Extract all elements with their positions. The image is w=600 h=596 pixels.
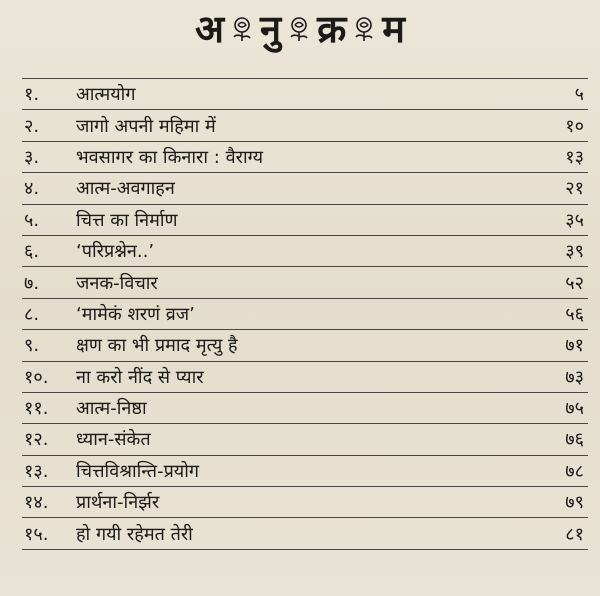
toc-title: ‘मामेकं शरणं व्रज’ — [76, 303, 195, 325]
toc-row — [22, 235, 588, 266]
contents-heading — [0, 4, 600, 54]
toc-title: ना करो नींद से प्यार — [76, 366, 204, 388]
toc-title: हो गयी रहेमत तेरी — [76, 523, 193, 545]
toc-number: ३. — [24, 146, 40, 168]
heading-char: अ — [194, 7, 225, 51]
toc-page: ३९ — [565, 241, 584, 263]
heading-char: नु — [260, 7, 282, 51]
toc-title: ध्यान-संकेत — [76, 429, 151, 451]
toc-title: क्षण का भी प्रमाद मृत्यु है — [76, 335, 238, 357]
toc-title: भवसागर का किनारा : वैराग्य — [76, 146, 264, 168]
toc-title: प्रार्थना-निर्झर — [76, 492, 160, 514]
toc-number: १०. — [24, 366, 49, 388]
toc-row — [22, 361, 588, 392]
toc-page: ७६ — [565, 429, 584, 451]
rose-ornament-icon — [230, 16, 254, 42]
toc-number: ४. — [24, 178, 40, 200]
table-of-contents — [22, 78, 588, 550]
toc-number: २. — [24, 115, 40, 137]
toc-number: ७. — [24, 272, 40, 294]
toc-title: चित्तविश्रान्ति-प्रयोग — [76, 460, 200, 482]
toc-row — [22, 392, 588, 423]
toc-title: जनक-विचार — [76, 272, 158, 294]
toc-row — [22, 517, 588, 549]
toc-title: ‘परिप्रश्नेन..’ — [76, 241, 155, 263]
rose-ornament-icon — [352, 16, 376, 42]
toc-page: ७९ — [565, 492, 584, 514]
toc-title: आत्म-अवगाहन — [76, 178, 175, 200]
toc-row — [22, 298, 588, 329]
toc-row — [22, 455, 588, 486]
toc-title: आत्मयोग — [76, 84, 136, 106]
toc-row — [22, 486, 588, 517]
toc-row — [22, 78, 588, 109]
toc-page: १३ — [565, 146, 584, 168]
rose-ornament-icon — [287, 16, 311, 42]
toc-page: ५ — [574, 84, 584, 106]
toc-row — [22, 423, 588, 454]
toc-row — [22, 204, 588, 235]
toc-row — [22, 329, 588, 360]
toc-page: २१ — [565, 178, 584, 200]
toc-page: ३५ — [565, 209, 584, 231]
toc-number: ६. — [24, 241, 40, 263]
toc-number: ९. — [24, 335, 40, 357]
heading-char: क्र — [317, 7, 347, 51]
toc-title: आत्म-निष्ठा — [76, 398, 147, 420]
toc-page: १० — [565, 115, 584, 137]
toc-page: ५६ — [565, 303, 584, 325]
toc-number: ११. — [24, 398, 49, 420]
toc-page: ७३ — [565, 366, 584, 388]
toc-number: १२. — [24, 429, 49, 451]
toc-number: १४. — [24, 492, 49, 514]
toc-row — [22, 109, 588, 140]
toc-number: १. — [24, 84, 40, 106]
toc-row — [22, 141, 588, 172]
toc-number: ८. — [24, 303, 40, 325]
toc-page: ७८ — [565, 460, 584, 482]
toc-title: चित्त का निर्माण — [76, 209, 178, 231]
toc-page: ७५ — [565, 398, 584, 420]
toc-title: जागो अपनी महिमा में — [76, 115, 216, 137]
heading-char: म — [382, 7, 406, 51]
toc-row — [22, 172, 588, 203]
toc-number: १३. — [24, 460, 49, 482]
toc-number: १५. — [24, 523, 49, 545]
toc-page: ७१ — [565, 335, 584, 357]
toc-number: ५. — [24, 209, 40, 231]
toc-page: ५२ — [565, 272, 584, 294]
toc-page: ८१ — [565, 523, 584, 545]
toc-row — [22, 266, 588, 297]
